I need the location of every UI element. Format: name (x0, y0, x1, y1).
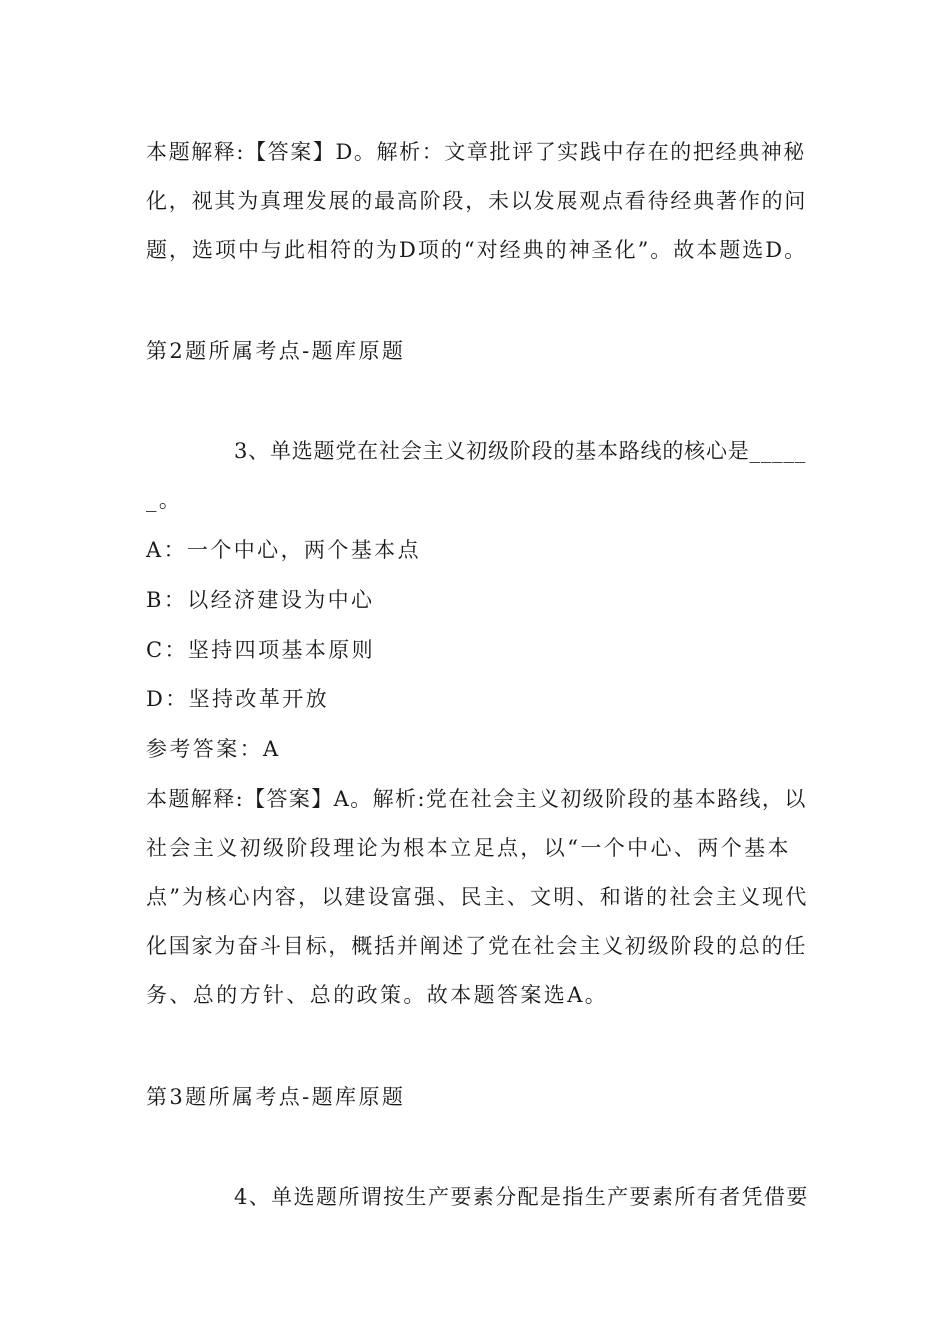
q3-explanation-line-5: 务、总的方针、总的政策。故本题答案选A。 (146, 983, 609, 1007)
q3-answer: 参考答案：A (146, 737, 281, 761)
q3-stem-line-1: 3、单选题党在社会主义初级阶段的基本路线的核心是_____ (234, 439, 807, 463)
q2-category: 第2题所属考点-题库原题 (146, 339, 406, 363)
q2-explanation-line-3: 题，选项中与此相符的为D项的“对经典的神圣化”。故本题选D。 (146, 238, 808, 262)
q3-option-d: D：坚持改革开放 (146, 687, 330, 711)
q3-explanation-line-1: 本题解释:【答案】A。解析:党在社会主义初级阶段的基本路线，以 (146, 787, 807, 811)
q3-explanation-line-4: 化国家为奋斗目标，概括并阐述了党在社会主义初级阶段的总的任 (146, 934, 808, 958)
q4-stem-line-1: 4、单选题所谓按生产要素分配是指生产要素所有者凭借要 (234, 1185, 809, 1209)
q3-option-c: C：坚持四项基本原则 (146, 638, 376, 662)
q3-stem-line-2: _。 (146, 488, 183, 512)
q3-explanation-line-2: 社会主义初级阶段理论为根本立足点，以“一个中心、两个基本 (146, 836, 791, 860)
q3-category: 第3题所属考点-题库原题 (146, 1085, 406, 1109)
q2-explanation-line-2: 化，视其为真理发展的最高阶段，未以发展观点看待经典著作的问 (146, 189, 808, 213)
q2-explanation-line-1: 本题解释:【答案】D。解析：文章批评了实践中存在的把经典神秘 (146, 140, 806, 164)
q3-option-b: B：以经济建设为中心 (146, 588, 375, 612)
q3-explanation-line-3: 点”为核心内容，以建设富强、民主、文明、和谐的社会主义现代 (146, 885, 809, 909)
q3-option-a: A：一个中心，两个基本点 (146, 538, 421, 562)
